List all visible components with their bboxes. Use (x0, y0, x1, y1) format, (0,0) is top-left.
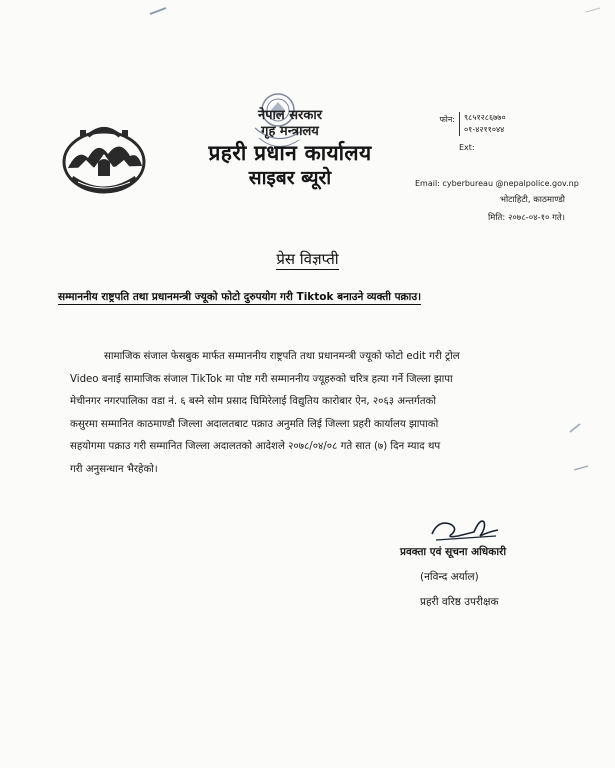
issue-date: मिति: २०७८-०४-१० गते। (488, 213, 565, 223)
ministry-line: गृह मन्त्रालय (261, 124, 319, 139)
body-line: कसुरमा सम्मानित काठमाण्डौ जिल्ला अदालतबाट पक्राउ अनुमति लिई जिल्ला प्रहरी कार्यालय झापाको (70, 418, 439, 430)
body-line: गरी अनुसन्धान भैरहेको। (70, 463, 158, 475)
email-address: Email: cyberbureau @nepalpolice.gov.np (415, 179, 579, 188)
subject-text: सम्माननीय राष्ट्रपति तथा प्रधानमन्त्री ज्यूको फोटो दुरुपयोग गरी Tiktok बनाउने व्यक्ती पक्राउ। (58, 291, 422, 303)
body-line: Video बनाई सामाजिक संजाल TikTok मा पोष्ट गरी सम्माननीय ज्यूहरुको चरित्र हत्या गर्ने जिल्ला झापा (70, 373, 453, 385)
signatory-name: (नविन्द अर्याल) (420, 571, 479, 583)
ext-label: Ext: (459, 143, 475, 152)
government-line: नेपाल सरकार (257, 108, 323, 123)
body-line: मेचीनगर नगरपालिका वडा नं. ६ बस्ने सोम प्रसाद घिमिरेलाई विद्युतिय कारोबार ऐन, २०६३ अन्तर्गतको (70, 396, 437, 407)
office-address: भोटाहिटी, काठमाण्डौ (499, 195, 565, 205)
body-line: सामाजिक संजाल फेसबुक मार्फत सम्माननीय राष्ट्रपति तथा प्रधानमन्त्री ज्यूको फोटो edit गरी ट्रोल (104, 351, 460, 362)
bureau-name: साइबर ब्यूरो (248, 167, 332, 189)
signatory-role: प्रवक्ता एवं सूचना अधिकारी (400, 546, 507, 558)
phone-number: ९८५१२८६७७० (464, 113, 506, 122)
signatory-rank: प्रहरी वरिष्ठ उपरीक्षक (420, 596, 499, 608)
phone-label: फोन: (439, 115, 455, 124)
phone-number: ०१-४२११०४४ (464, 125, 505, 134)
document-title-text: प्रेस विज्ञप्ती (276, 250, 339, 268)
office-name: प्रहरी प्रधान कार्यालय (208, 141, 372, 165)
body-line: सहयोगमा पक्राउ गरी सम्मानित जिल्ला अदालतको आदेशले २०७८/०४/०८ गते सात (७) दिन म्याद थप (70, 441, 441, 452)
